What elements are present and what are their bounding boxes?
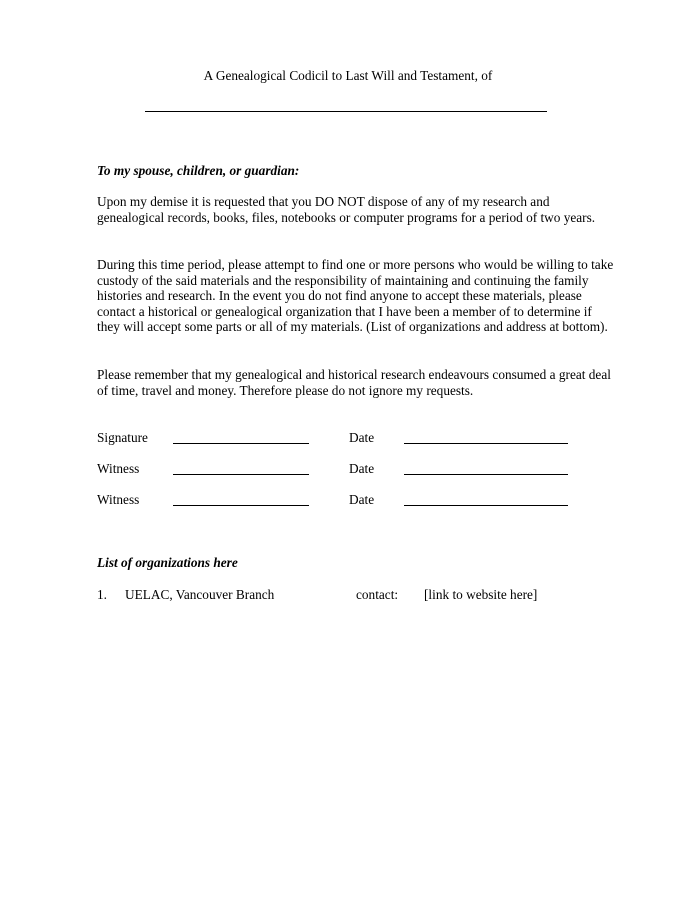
witness-row-1 [97, 461, 617, 477]
witness-blank-line [173, 505, 309, 506]
date-blank-line [404, 505, 568, 506]
signature-row [97, 430, 617, 446]
date-label: Date [349, 430, 375, 445]
signature-blank-line [173, 443, 309, 444]
document-title: A Genealogical Codicil to Last Will and Testament, of [203, 68, 493, 83]
date-label: Date [349, 461, 375, 476]
organization-number: 1. [97, 587, 107, 602]
website-link-placeholder: [link to website here] [424, 587, 538, 602]
signature-label: Signature [97, 430, 148, 445]
witness-blank-line [173, 474, 309, 475]
paragraph-request: Upon my demise it is requested that you DO NOT dispose of any of my research and genealogical records, books, files, notebooks or computer programs for a period of two years. [97, 194, 596, 225]
organization-list-item [97, 587, 617, 603]
witness-label: Witness [97, 492, 140, 507]
date-label: Date [349, 492, 375, 507]
salutation-heading: To my spouse, children, or guardian: [97, 163, 300, 178]
organization-name: UELAC, Vancouver Branch [125, 587, 275, 602]
witness-row-2 [97, 492, 617, 508]
contact-label: contact: [356, 587, 399, 602]
paragraph-reminder: Please remember that my genealogical and historical research endeavours consumed a great deal of time, travel and money. Therefore please do not ignore my requests. [97, 367, 611, 398]
paragraph-custody: During this time period, please attempt to find one or more persons who would be willing to take custody of the said materials and the responsibility of maintaining and continuing the family histories and research. In the event you do not find anyone to accept these materials, please contact a historical or genealogical organization that I have been a member of to determine if they will accept some parts or all of my materials. (List of organizations and address at bottom). [97, 257, 614, 334]
organizations-heading: List of organizations here [97, 555, 238, 570]
date-blank-line [404, 443, 568, 444]
date-blank-line [404, 474, 568, 475]
witness-label: Witness [97, 461, 140, 476]
name-blank-line [145, 111, 547, 112]
